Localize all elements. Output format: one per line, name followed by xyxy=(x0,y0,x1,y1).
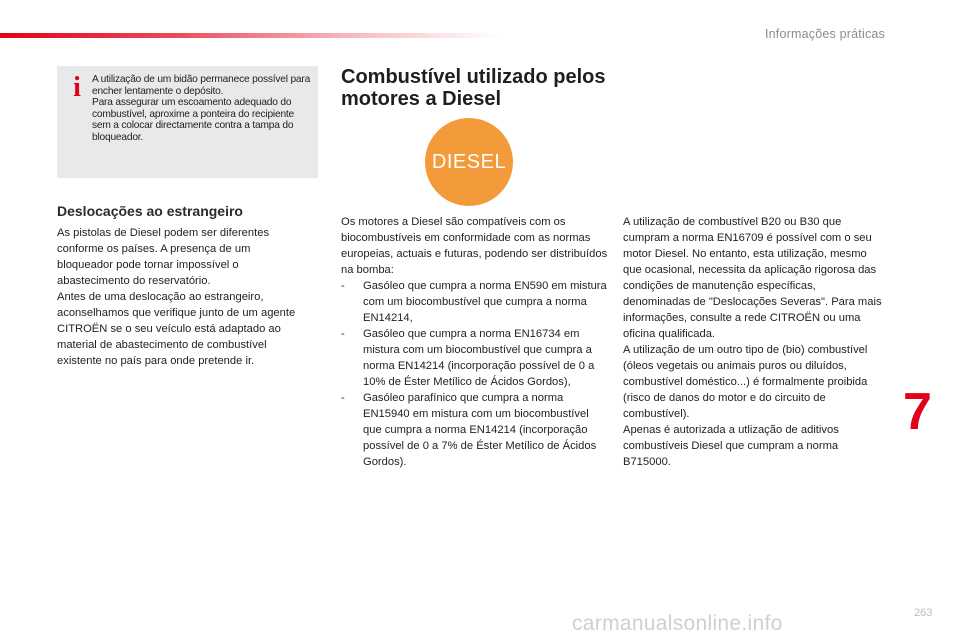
list-item-text: Gasóleo que cumpra a norma EN590 em mistura com um biocombustível que cumpra a norma EN14214, xyxy=(363,280,607,324)
list-item xyxy=(341,390,609,470)
page-number: 263 xyxy=(914,607,933,619)
diesel-compat-text xyxy=(341,214,609,470)
section-title: Informações práticas xyxy=(764,27,885,41)
diesel-badge-label: DIESEL xyxy=(431,150,507,173)
travel-text xyxy=(57,225,302,369)
info-box xyxy=(57,66,318,178)
page-title: Combustível utilizado pelos motores a Diesel xyxy=(341,66,606,110)
info-paragraph: Para assegurar um escoamento adequado do combustível, aproxime a ponteira do recipiente sem a colocar directamente contra a tampa do bloqueador. xyxy=(92,97,295,143)
biofuel-text xyxy=(623,214,885,470)
diesel-intro: Os motores a Diesel são compatíveis com os biocombustíveis em conformidade com as normas europeias, actuais e futuras, podendo ser distribuídos na bomba: xyxy=(341,216,608,276)
travel-paragraph: Antes de uma deslocação ao estrangeiro, aconselhamos que verifique junto de um agente CITROËN se o seu veículo está adaptado ao material de abastecimento de combustível existente no país para onde pretende ir. xyxy=(57,291,296,367)
list-item-text: Gasóleo que cumpra a norma EN16734 em mistura com um biocombustível que cumpra a norma EN14214 (incorporação possível de 0 a 10% de Éster Metílico de Ácidos Gordos), xyxy=(363,328,595,388)
list-item xyxy=(341,278,609,326)
diesel-badge-icon xyxy=(425,118,513,206)
watermark: carmanualsonline.info xyxy=(572,612,783,635)
info-box-text xyxy=(92,74,314,144)
biofuel-paragraph: A utilização de um outro tipo de (bio) combustível (óleos vegetais ou animais puros ou diluídos, combustível doméstico...) é formalmente proibida (risco de danos do motor e do circuito de combustível). xyxy=(623,344,868,420)
chapter-number: 7 xyxy=(903,383,932,441)
bullet-dash: - xyxy=(341,328,345,340)
bullet-dash: - xyxy=(341,392,345,404)
info-icon: i xyxy=(73,72,81,103)
fuel-list xyxy=(341,278,609,470)
header-accent-bar xyxy=(0,33,500,38)
travel-heading: Deslocações ao estrangeiro xyxy=(57,203,243,219)
travel-paragraph: As pistolas de Diesel podem ser diferentes conforme os países. A presença de um bloqueador pode tornar impossível o abastecimento do reservatório. xyxy=(57,227,270,287)
biofuel-paragraph: Apenas é autorizada a utlização de aditivos combustíveis Diesel que cumpram a norma B715000. xyxy=(623,424,839,468)
biofuel-paragraph: A utilização de combustível B20 ou B30 que cumpram a norma EN16709 é possível com o seu motor Diesel. No entanto, esta utilização, mesmo que ocasional, necessita da aplicação rigorosa das condições de manutenção específicas, denominadas de "Deslocações Severas". Para mais informações, consulte a rede CITROËN ou uma oficina qualificada. xyxy=(623,216,882,340)
info-paragraph: A utilização de um bidão permanece possível para encher lentamente o depósito. xyxy=(92,74,311,97)
bullet-dash: - xyxy=(341,280,345,292)
list-item xyxy=(341,326,609,390)
list-item-text: Gasóleo parafínico que cumpra a norma EN15940 em mistura com um biocombustível que cumpra a norma EN14214 (incorporação possível de 0 a 7% de Éster Metílico de Ácidos Gordos). xyxy=(363,392,597,468)
